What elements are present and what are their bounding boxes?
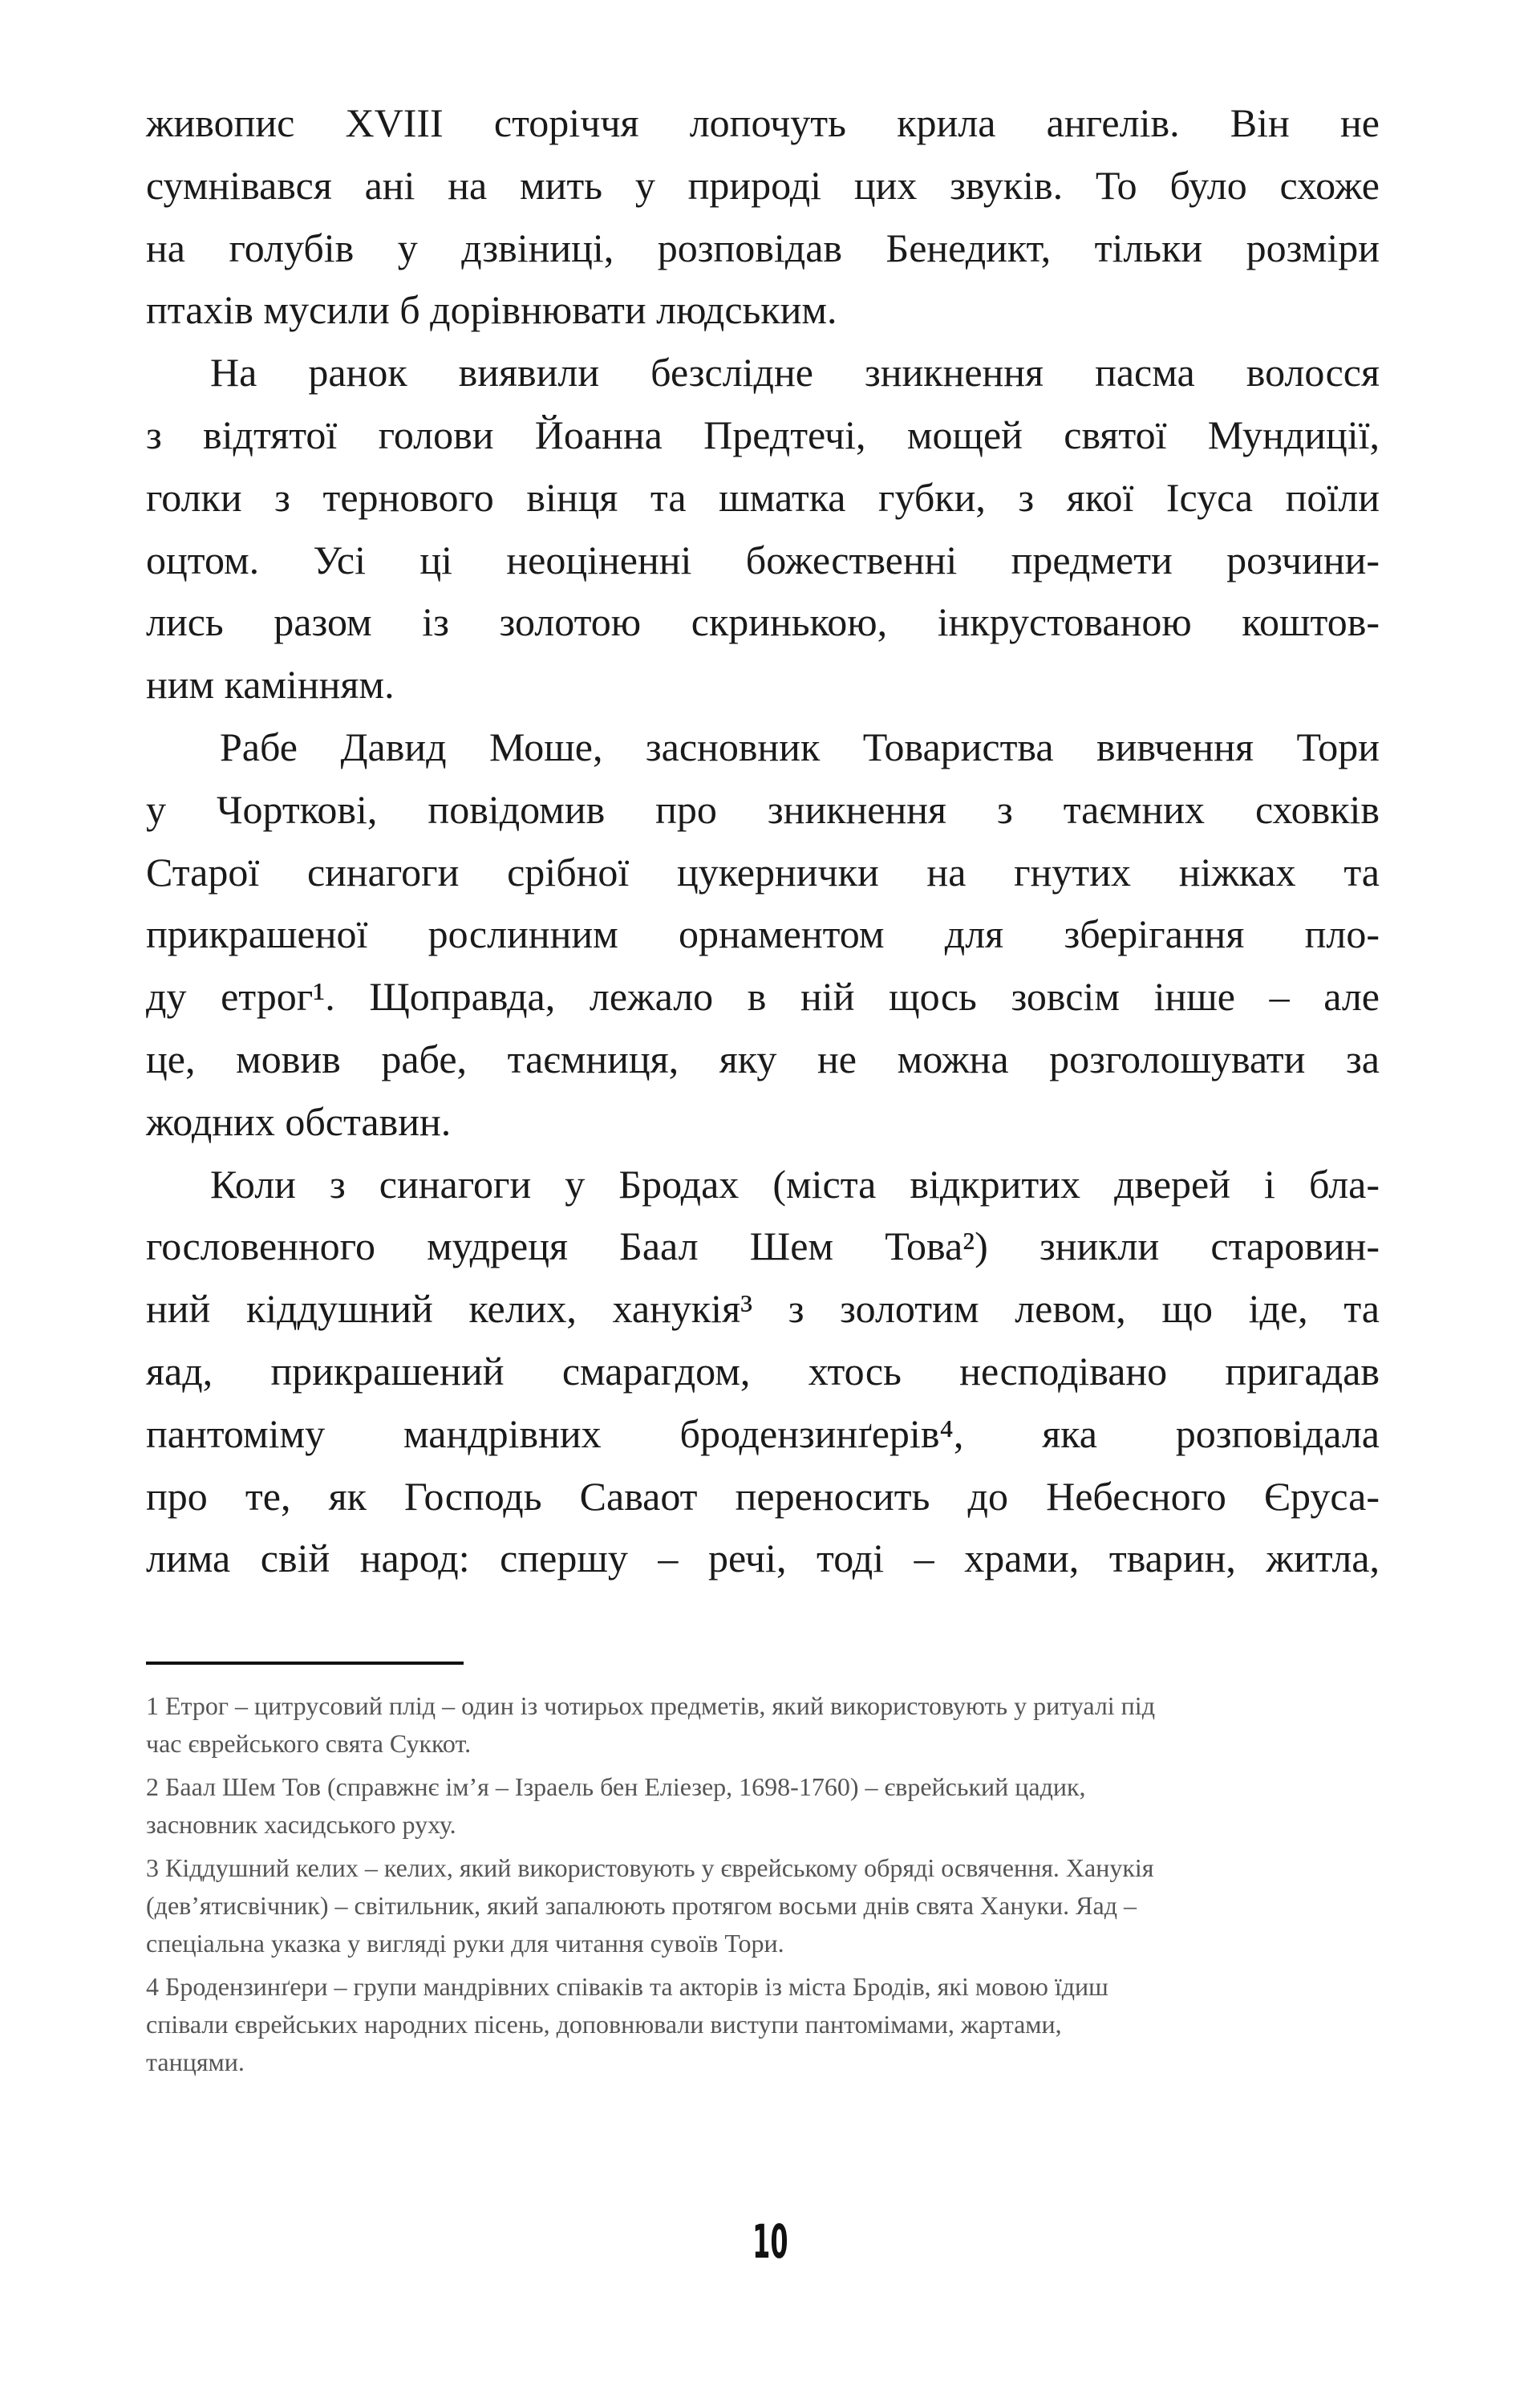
main-text xyxy=(146,92,1380,1590)
footnote-1 xyxy=(146,1687,1381,1763)
text-line: на голубів у дзвіниці, розповідав Бенедикт, тільки розміри xyxy=(146,225,1380,270)
text-line: прикрашеної рослинним орнаментом для зберігання пло- xyxy=(146,911,1380,957)
text-line: На ранок виявили безслідне зникнення пасма волосся xyxy=(210,350,1380,396)
text-line: птахів мусили б дорівнювати людським. xyxy=(146,287,837,333)
footnote-line: час єврейського свята Суккот. xyxy=(146,1729,472,1758)
page-number-text: 10 xyxy=(752,2214,788,2269)
text-line: про те, як Господь Саваот переносить до Небесного Єруса- xyxy=(146,1473,1380,1519)
footnote-line: (дев’ятисвічник) – світильник, який запалюють протягом восьми днів свята Хануки. Яад – xyxy=(146,1891,1137,1920)
footnote-line: танцями. xyxy=(146,2047,245,2076)
footnote-line: 3 Кіддушний келих – келих, який використовують у єврейському обряді освячення. Ханукія xyxy=(146,1853,1154,1882)
text-line: гословенного мудреця Баал Шем Това²) зникли старовин- xyxy=(146,1223,1380,1269)
footnotes xyxy=(146,1687,1381,2087)
footnote-line: 4 Бродензинґери – групи мандрівних співаків та акторів із міста Бродів, які мовою їдиш xyxy=(146,1972,1108,2001)
text-line: з відтятої голови Йоанна Предтечі, мощей святої Мундиції, xyxy=(146,412,1380,457)
text-line: яад, прикрашений смарагдом, хтось несподівано пригадав xyxy=(146,1348,1380,1394)
footnote-divider xyxy=(146,1662,464,1665)
footnote-4 xyxy=(146,1968,1381,2081)
text-line: оцтом. Усі ці неоціненні божественні предмети розчини- xyxy=(146,537,1380,582)
footnote-3 xyxy=(146,1849,1381,1962)
footnote-line: 2 Баал Шем Тов (справжнє ім’я – Ізраель бен Еліезер, 1698-1760) – єврейський цадик, xyxy=(146,1772,1086,1801)
footnote-line: 1 Етрог – цитрусовий плід – один із чотирьох предметів, який використовують у ритуалі під xyxy=(146,1691,1155,1720)
text-line: лима свій народ: спершу – речі, тоді – храми, тварин, житла, xyxy=(146,1536,1380,1581)
text-line: сумнівався ані на мить у природі цих звуків. То було схоже xyxy=(146,162,1380,208)
text-line: ним камінням. xyxy=(146,662,395,708)
page-number xyxy=(0,2214,1540,2269)
text-line: ду етрог¹. Щоправда, лежало в ній щось зовсім інше – але xyxy=(146,974,1380,1020)
text-line: лись разом із золотою скринькою, інкрустованою коштов- xyxy=(146,599,1380,645)
footnote-2 xyxy=(146,1768,1381,1844)
text-line: Старої синагоги срібної цукернички на гнутих ніжках та xyxy=(146,849,1380,895)
text-line: Коли з синагоги у Бродах (міста відкритих дверей і бла- xyxy=(210,1161,1380,1207)
text-line: жодних обставин. xyxy=(146,1098,452,1144)
footnote-line: спеціальна указка у вигляді руки для читання сувоїв Тори. xyxy=(146,1929,784,1958)
footnote-line: засновник хасидського руху. xyxy=(146,1810,456,1839)
text-line: Рабе Давид Моше, засновник Товариства вивчення Тори xyxy=(220,724,1380,769)
text-line: живопис XVIII сторіччя лопочуть крила ангелів. Він не xyxy=(146,100,1380,145)
text-line: ний кіддушний келих, ханукія³ з золотим левом, що іде, та xyxy=(146,1286,1380,1332)
text-line: це, мовив рабе, таємниця, яку не можна розголошувати за xyxy=(146,1036,1380,1081)
text-line: у Чорткові, повідомив про зникнення з таємних сховків xyxy=(146,786,1380,832)
footnote-line: співали єврейських народних пісень, доповнювали виступи пантомімами, жартами, xyxy=(146,2010,1062,2039)
text-line: голки з тернового вінця та шматка губки, з якої Ісуса поїли xyxy=(146,474,1380,520)
text-line: пантоміму мандрівних бродензинґерів⁴, яка розповідала xyxy=(146,1410,1380,1456)
